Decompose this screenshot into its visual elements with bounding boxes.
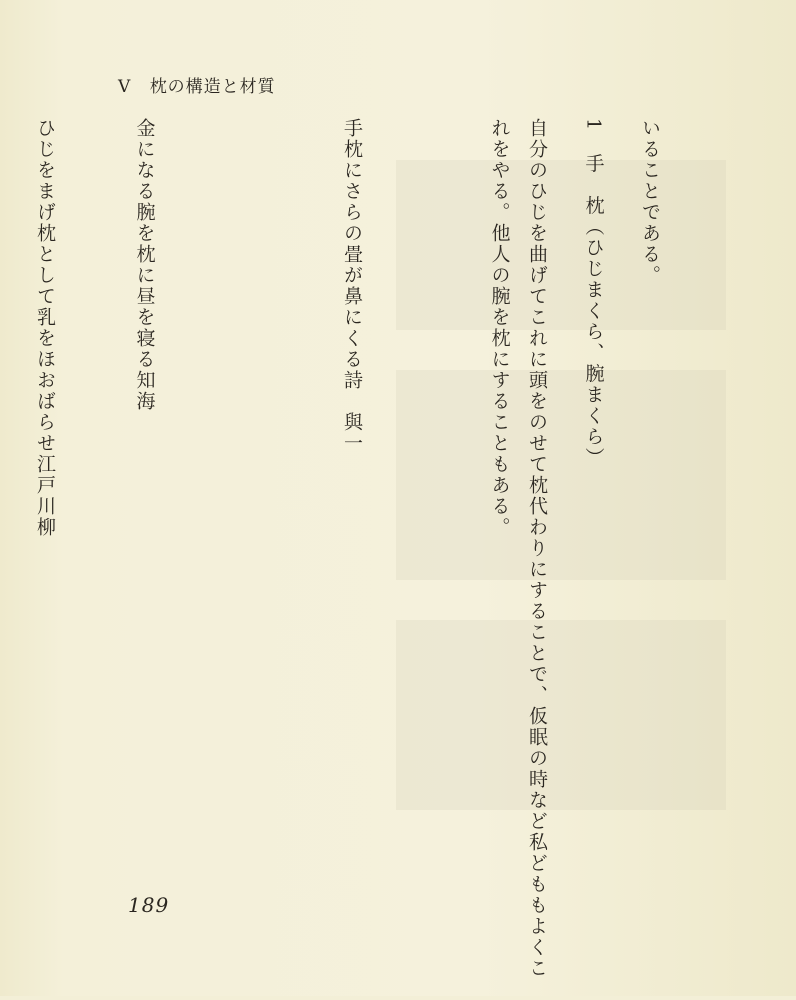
text-line: れをやる。他人の腕を枕にすることもある。 <box>488 118 511 538</box>
text-line: いることである。 <box>639 118 661 286</box>
text-line: 自分のひじを曲げてこれに頭をのせて枕代わりにすることで、仮眠の時など私どももよくこ <box>526 118 548 979</box>
poem-text: 手枕にさらの畳が鼻にくる <box>341 118 363 370</box>
running-header <box>118 72 276 97</box>
poem-line <box>26 118 126 888</box>
chapter-title: 枕の構造と材質 <box>149 77 276 97</box>
poem-line <box>125 118 333 888</box>
poem-text: 金になる腕を枕に昼を寝る <box>133 118 156 370</box>
poem-line <box>333 118 481 888</box>
section-heading-tamakura: 1 手 枕（ひじまくら、腕まくら） <box>582 118 605 469</box>
poem-author: 江戸川柳 <box>34 454 56 538</box>
poem-author: 知海 <box>133 370 156 412</box>
poem-text: ひじをまげ枕として乳をほおばらせ <box>34 118 56 454</box>
page-number: 189 <box>128 893 170 917</box>
poem-author: 詩 與一 <box>341 370 363 454</box>
poem-line <box>0 118 26 888</box>
chapter-number: V <box>118 77 132 97</box>
